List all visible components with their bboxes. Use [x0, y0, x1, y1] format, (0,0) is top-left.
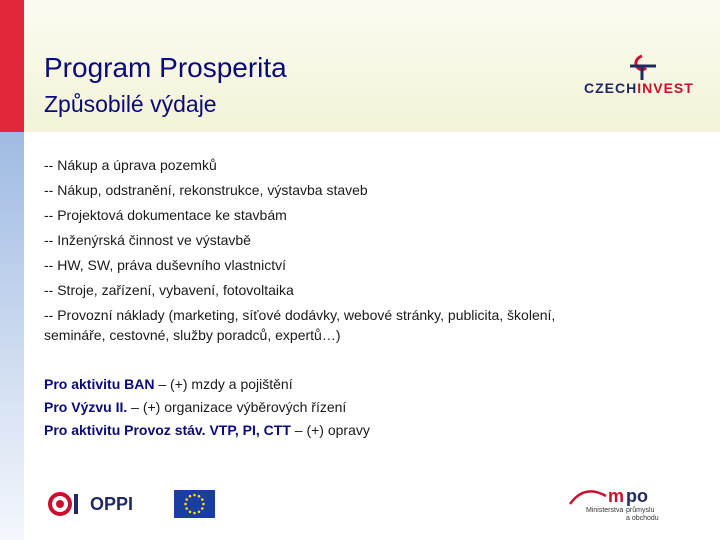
note-label: Pro Výzvu II.	[44, 399, 128, 415]
note-label: Pro aktivitu BAN	[44, 376, 155, 392]
mpo-lines	[626, 507, 659, 523]
slide-subtitle: Způsobilé výdaje	[44, 91, 217, 117]
note-text: – (+) opravy	[290, 422, 370, 438]
eu-flag-icon	[174, 490, 215, 518]
blue-gradient-bar	[0, 132, 24, 540]
note-text: – (+) mzdy a pojištění	[154, 376, 293, 392]
svg-text:m: m	[608, 486, 625, 506]
note-label: Pro aktivitu Provoz stáv. VTP, PI, CTT	[44, 422, 291, 438]
mpo-line2: průmyslu	[626, 507, 655, 514]
note-text: – (+) organizace výběrových řízení	[127, 399, 347, 415]
czechinvest-wordmark	[584, 80, 694, 96]
mpo-line3: a obchodu	[626, 515, 659, 522]
mpo-line1: Ministerstva	[586, 507, 624, 514]
czechinvest-part1: CZECH	[584, 80, 638, 96]
mpo-logo	[566, 484, 666, 524]
list-item: -- Projektová dokumentace ke stavbám	[44, 207, 287, 223]
list-item: -- HW, SW, práva duševního vlastnictví	[44, 257, 286, 273]
czechinvest-emblem-icon	[622, 54, 662, 82]
list-item: -- Stroje, zařízení, vybavení, fotovoltaika	[44, 282, 294, 298]
red-accent-bar	[0, 0, 24, 132]
list-item: -- Provozní náklady (marketing, síťové dodávky, webové stránky, publicita, školení, semináře, cestovné, služby poradců, expertů…)	[44, 307, 556, 343]
oppi-wordmark: OPPI	[90, 494, 134, 514]
list-item: -- Nákup, odstranění, rekonstrukce, výstavba staveb	[44, 182, 368, 198]
czechinvest-part2: INVEST	[637, 80, 694, 96]
oppi-emblem-icon	[46, 490, 82, 518]
slide-title: Program Prosperita	[44, 52, 287, 83]
note-row	[44, 420, 604, 443]
eligible-expenses-list	[44, 155, 604, 345]
activity-notes	[44, 374, 604, 443]
svg-text:po: po	[626, 486, 648, 506]
list-item: -- Inženýrská činnost ve výstavbě	[44, 232, 251, 248]
mpo-emblem-icon	[566, 484, 666, 508]
oppi-logo	[46, 490, 156, 518]
note-row	[44, 397, 604, 420]
czechinvest-logo	[584, 54, 694, 96]
note-row	[44, 374, 604, 397]
list-item: -- Nákup a úprava pozemků	[44, 157, 217, 173]
